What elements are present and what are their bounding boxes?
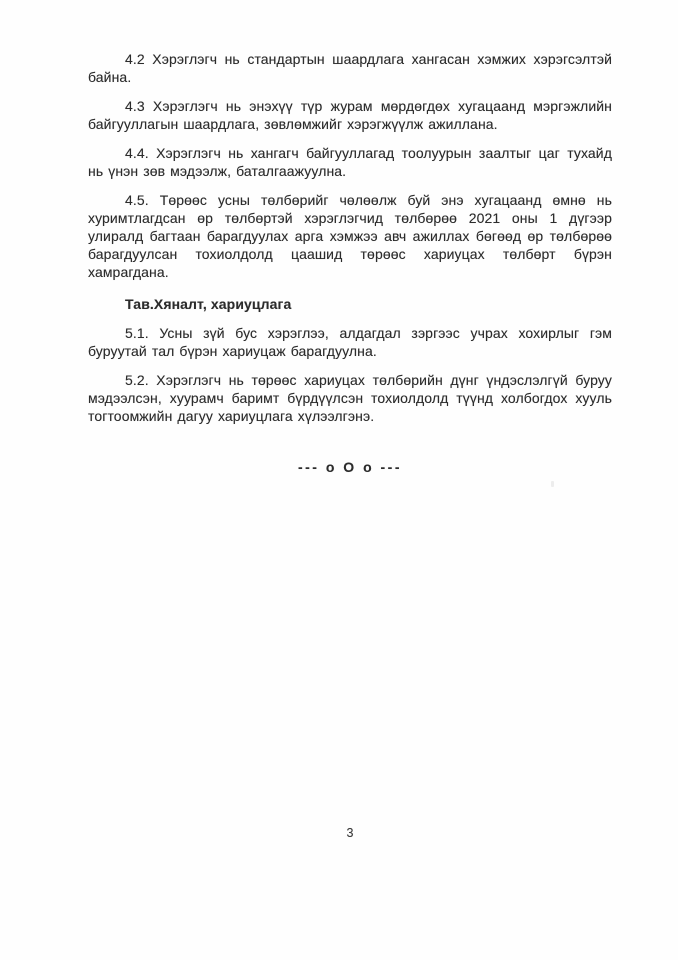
paragraph-4-2: 4.2 Хэрэглэгч нь стандартын шаардлага хангасан хэмжих хэрэгсэлтэй байна. <box>88 51 612 85</box>
paragraph-4-3: 4.3 Хэрэглэгч нь энэхүү түр журам мөрдөгдөх хугацаанд мэргэжлийн байгууллагын шаардлага, зөвлөмжийг хэрэгжүүлж ажиллана. <box>88 98 612 132</box>
document-body <box>88 50 612 476</box>
section-heading-5: Тав.Хяналт, хариуцлага <box>125 296 292 312</box>
paragraph-4-5: 4.5. Төрөөс усны төлбөрийг чөлөөлж буй энэ хугацаанд өмнө нь хуримтлагдсан өр төлбөртэй хэрэглэгчид төлбөрөө 2021 оны 1 дүгээр улиралд багтаан барагдуулах арга хэмжээ авч ажиллах бөгөөд өр төлбөрөө барагдуулсан тохиолдолд цаашид төрөөс хариуцах төлбөрт бүрэн хамрагдана. <box>88 192 612 280</box>
paragraph-5-2: 5.2. Хэрэглэгч нь төрөөс хариуцах төлбөрийн дүнг үндэслэлгүй буруу мэдээлсэн, хуурамч баримт бүрдүүлсэн тохиолдолд түүнд холбогдох хууль тогтоомжийн дагуу хариуцлага хүлээлгэнэ. <box>88 372 612 424</box>
paragraph-4-4: 4.4. Хэрэглэгч нь хангагч байгууллагад тоолуурын заалтыг цаг тухайд нь үнэн зөв мэдээлж, баталгаажуулна. <box>88 145 612 179</box>
scan-artifact <box>551 481 554 487</box>
page-number: 3 <box>346 826 354 840</box>
section-end-divider: --- о О о --- <box>297 459 403 475</box>
paragraph-5-1: 5.1. Усны зүй бус хэрэглээ, алдагдал зэргээс учрах хохирлыг гэм буруутай тал бүрэн хариуцаж барагдуулна. <box>88 325 612 359</box>
